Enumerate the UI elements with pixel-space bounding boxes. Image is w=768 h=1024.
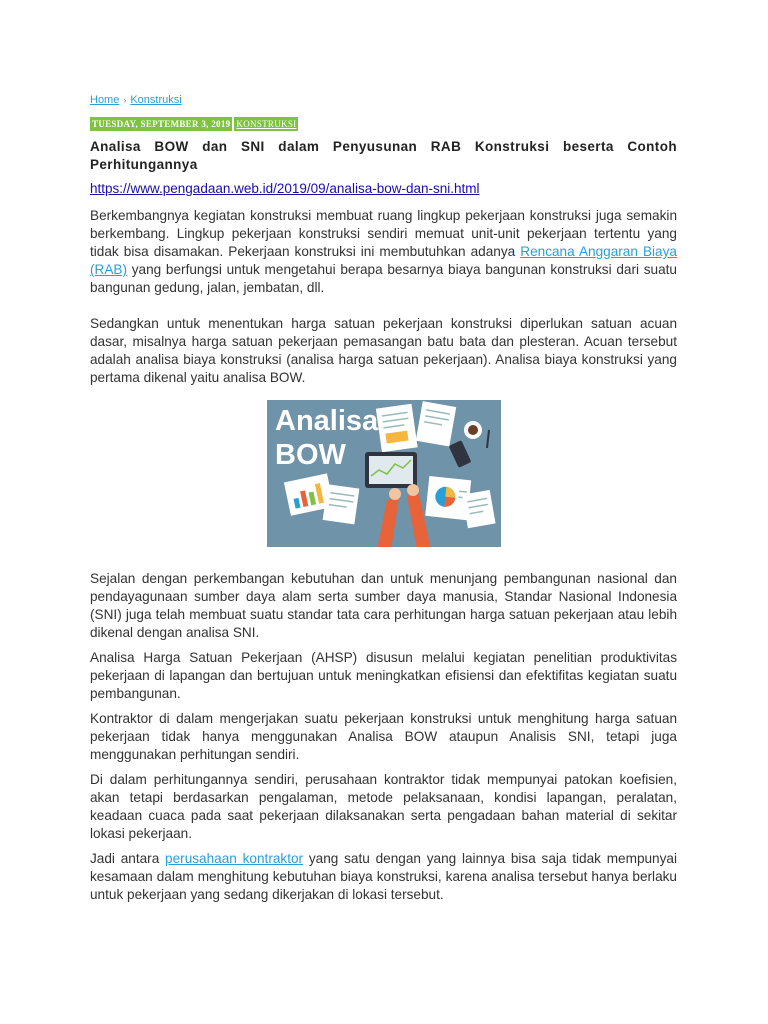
- paper-sheet: [376, 404, 418, 453]
- illustration-title-line-1: Analisa: [275, 405, 379, 437]
- post-category-link[interactable]: KONSTRUKSI: [236, 119, 297, 129]
- paper-sheet: [462, 490, 495, 528]
- paragraph-7-text: Jadi antara: [90, 851, 166, 866]
- illustration-title-line-2: BOW: [275, 439, 346, 471]
- rab-link[interactable]: Rencana Anggaran Biaya (RAB): [90, 244, 677, 277]
- paragraph-5: Kontraktor di dalam mengerjakan suatu pekerjaan konstruksi untuk menghitung harga satuan pekerjaan tidak hanya menggunakan Analisa BOW ataupun Analisis SNI, tetapi juga menggunakan perhitungan sendiri.: [90, 711, 677, 762]
- paragraph-7-text-end: yang satu dengan yang lainnya bisa saja tidak mempunyai kesamaan dalam menghitung kebutuhan biaya konstruksi, karena analisa tersebut hanya berlaku untuk pekerjaan yang sedang dikerjakan di lokasi tersebut.: [90, 851, 677, 902]
- paragraph-1: [90, 207, 677, 297]
- breadcrumb-home-link[interactable]: Home: [90, 94, 120, 106]
- paragraph-4: Analisa Harga Satuan Pekerjaan (AHSP) disusun melalui kegiatan penelitian produktivitas pekerjaan di lapangan dan bertujuan untuk meningkatkan efisiensi dan efektifitas kegiatan suatu pembangunan.: [90, 650, 677, 701]
- paragraph-2: Sedangkan untuk menentukan harga satuan pekerjaan konstruksi diperlukan satuan acuan dasar, misalnya harga satuan pekerjaan pemasangan batu bata dan plesteran. Acuan tersebut adalah analisa biaya konstruksi (analisa harga satuan pekerjaan). Analisa biaya konstruksi yang pertama dikenal yaitu analisa BOW.: [90, 316, 677, 385]
- paper-sheet: [323, 484, 360, 524]
- breadcrumb-category-link[interactable]: Konstruksi: [130, 94, 182, 106]
- source-url-link[interactable]: https://www.pengadaan.web.id/2019/09/analisa-bow-dan-sni.html: [90, 181, 480, 196]
- paragraph-1-text: Berkembangnya kegiatan konstruksi membuat ruang lingkup pekerjaan konstruksi juga semakin berkembang. Lingkup pekerjaan konstruksi sendiri memuat unit-unit pekerjaan tertentu yang tidak bisa disamakan. Pekerjaan konstruksi ini membutuhkan adanya: [90, 208, 677, 259]
- paragraph-3: Sejalan dengan perkembangan kebutuhan dan untuk menunjang pembangunan nasional dan pendayagunaan sumber daya alam serta sumber daya manusia, Standar Nasional Indonesia (SNI) juga telah membuat suatu standar tata cara perhitungan harga satuan pekerjaan atau lebih dikenal dengan analisa SNI.: [90, 571, 677, 640]
- post-title: Analisa BOW dan SNI dalam Penyusunan RAB Konstruksi beserta Contoh Perhitungannya: [90, 139, 677, 172]
- paragraph-6: Di dalam perhitungannya sendiri, perusahaan kontraktor tidak mempunyai patokan koefisien, akan tetapi berdasarkan pengalaman, metode pelaksanaan, kondisi lapangan, peralatan, keadaan cuaca pada saat pekerjaan dilaksanakan serta pengadaan bahan material di sekitar lokasi pekerjaan.: [90, 772, 677, 841]
- kontraktor-link[interactable]: perusahaan kontraktor: [165, 851, 304, 866]
- analisa-bow-illustration: [267, 400, 501, 547]
- breadcrumb: [90, 94, 182, 106]
- paragraph-7: [90, 850, 677, 904]
- breadcrumb-separator: ›: [123, 95, 127, 105]
- post-date: TUESDAY, SEPTEMBER 3, 2019: [92, 119, 231, 129]
- post-meta: [90, 117, 298, 131]
- paragraph-1-text-end: yang berfungsi untuk mengetahui berapa besarnya biaya bangunan konstruksi dari suatu bangunan gedung, jalan, jembatan, dll.: [90, 262, 677, 295]
